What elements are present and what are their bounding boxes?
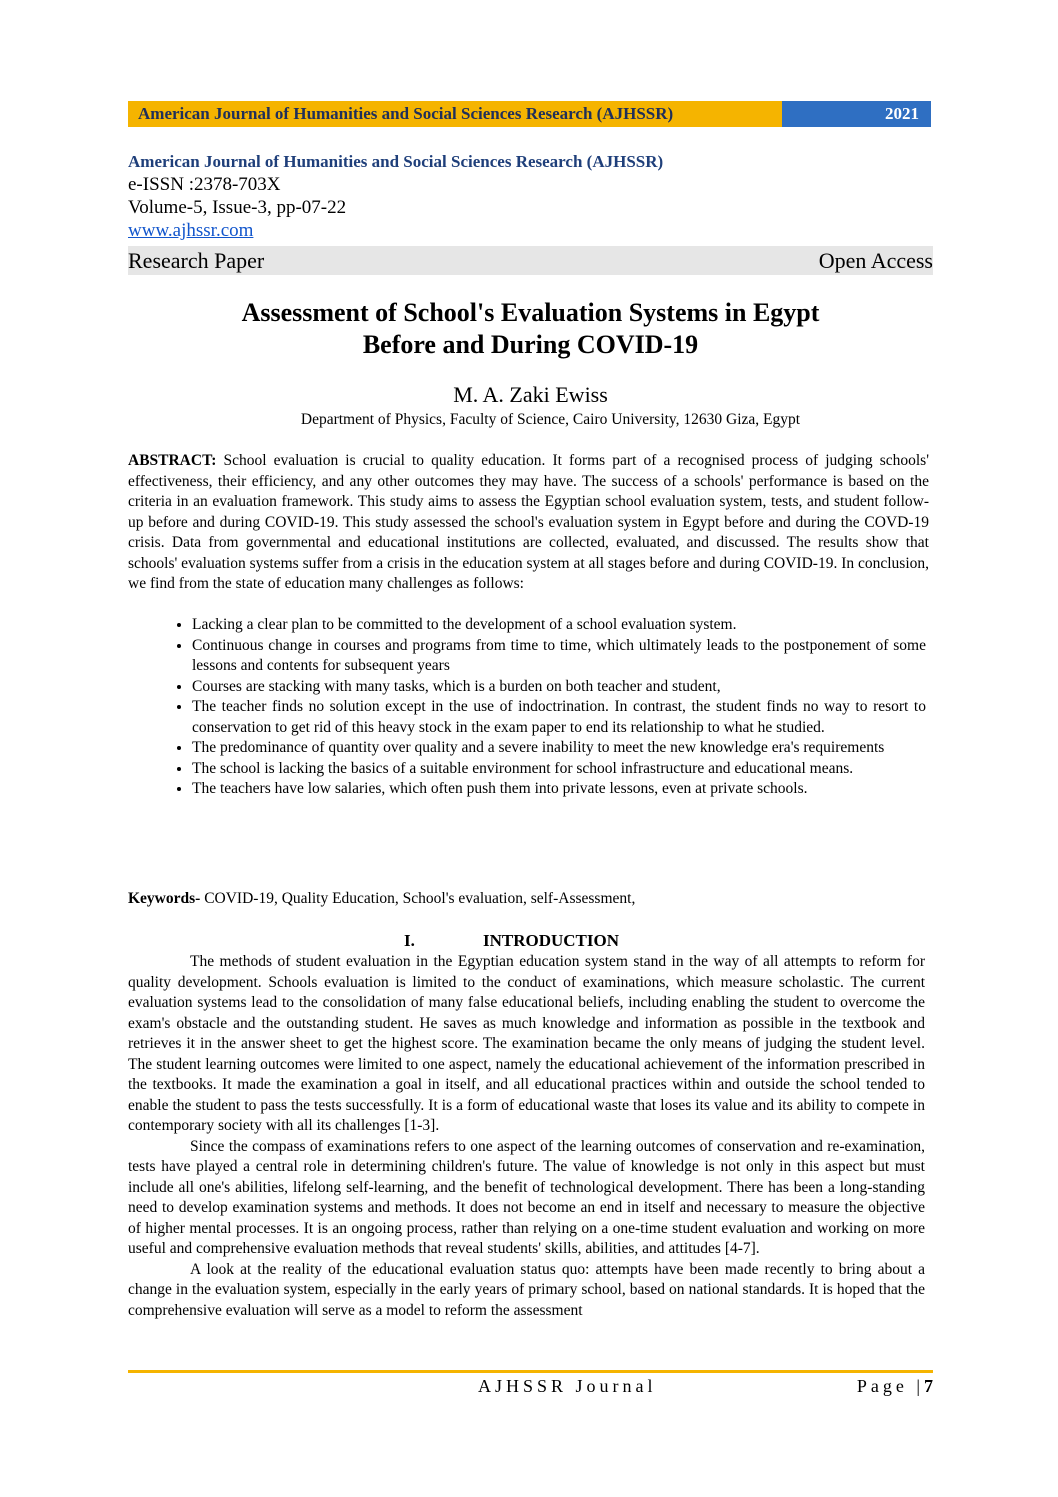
journal-info — [128, 151, 933, 242]
paragraph: The methods of student evaluation in the Egyptian education system stand in the way of all attempts to reform for quality development. Schools evaluation is limited to the conduct of examinations, which measure scholastic. The current evaluation systems lead to the consolidation of many false educational beliefs, including enabling the student to overcome the exam's obstacle and the outstanding student. He saves as much knowledge and information as possible in the textbook and retrieves it in the answer sheet to get the highest score. The examination became the only means of judging the student level. The student learning outcomes were limited to one aspect, namely the educational achievement of the information prescribed in the textbooks. It made the examination a goal in itself, and all educational practices within and outside the school tended to enable the student to pass the tests successfully. It is a form of educational waste that loses its value and its ability to compete in contemporary society with all its challenges [1-3]. — [128, 953, 925, 1134]
journal-website-link[interactable]: www.ajhssr.com — [128, 220, 254, 241]
list-item: • Lacking a clear plan to be committed to the development of a school evaluation system. — [192, 615, 926, 636]
keywords — [128, 889, 929, 909]
list-item: • Courses are stacking with many tasks, which is a burden on both teacher and student, — [192, 677, 926, 698]
list-item: • The school is lacking the basics of a suitable environment for school infrastructure and educational means. — [192, 759, 926, 780]
list-item: • Continuous change in courses and programs from time to time, which ultimately leads to the postponement of some lessons and contents for subsequent years — [192, 636, 926, 677]
author-name: M. A. Zaki Ewiss — [453, 382, 608, 407]
introduction-body — [128, 952, 925, 1321]
keywords-label: Keywords- — [128, 890, 201, 907]
list-item: • The teacher finds no solution except in the use of indoctrination. In contrast, the student finds no way to resort to conservation to get rid of this heavy stock in the exam paper to end its relationship to what he studied. — [192, 697, 926, 738]
section-title: INTRODUCTION — [483, 931, 620, 950]
running-header-journal: American Journal of Humanities and Social Sciences Research (AJHSSR) — [128, 101, 782, 127]
abstract-text: School evaluation is crucial to quality education. It forms part of a recognised process of judging schools' effectiveness, their efficiency, and any other outcomes they may have. The success of a schools' performance is based on the criteria in an evaluation framework. This study aims to assess the Egyptian school evaluation system, tests, and student follow-up before and during COVID-19. This study assessed the school's evaluation system in Egypt before and during the COVD-19 crisis. Data from governmental and educational institutions are collected, evaluated, and discussed. The results show that schools' evaluation systems suffer from a crisis in the education system at all stages before and during COVID-19. In conclusion, we find from the state of education many challenges as follows: — [128, 452, 930, 592]
paragraph: A look at the reality of the educational evaluation status quo: attempts have been made recently to bring about a change in the evaluation system, especially in the early years of primary school, based on national standards. It is hoped that the comprehensive evaluation will serve as a model to reform the assessment — [128, 1260, 925, 1319]
footer-journal: AJHSSR Journal — [478, 1376, 657, 1396]
footer-page-number: 7 — [924, 1376, 933, 1396]
abstract — [128, 451, 929, 595]
journal-volume: Volume-5, Issue-3, pp-07-22 — [128, 197, 347, 218]
journal-name: American Journal of Humanities and Social Sciences Research (AJHSSR) — [128, 152, 664, 171]
challenges-list — [128, 615, 926, 800]
list-item: • The teachers have low salaries, which often push them into private lessons, even at private schools. — [192, 779, 926, 800]
running-header — [128, 101, 931, 127]
paper-title-line-2: Before and During COVID-19 — [362, 330, 699, 359]
list-item: • The predominance of quantity over quality and a severe inability to meet the new knowledge era's requirements — [192, 738, 926, 759]
journal-eissn: e-ISSN :2378-703X — [128, 174, 281, 195]
keywords-text: COVID-19, Quality Education, School's evaluation, self-Assessment, — [200, 890, 636, 907]
author-affiliation: Department of Physics, Faculty of Science, Cairo University, 12630 Giza, Egypt — [300, 411, 801, 428]
paragraph: Since the compass of examinations refers to one aspect of the learning outcomes of conservation and re-examination, tests have played a central role in determining children's future. The value of knowledge is not only in this aspect but must include all one's abilities, lifelong self-learning, and the benefit of technological development. There has been a long-standing need to develop examination systems and methods. It does not become an end in itself and necessary to measure the objective of higher mental processes. It is an ongoing process, rather than relying on a one-time student evaluation and working on more useful and comprehensive evaluation methods that reveal students' skills, abilities, and attitudes [4-7]. — [128, 1137, 925, 1257]
running-header-year: 2021 — [782, 101, 931, 127]
paper-type-band — [128, 246, 933, 275]
footer-page — [857, 1375, 933, 1397]
section-number: I. — [404, 931, 415, 950]
abstract-label: ABSTRACT: — [128, 452, 217, 469]
footer-rule — [128, 1370, 933, 1373]
paper-type: Research Paper — [128, 248, 265, 273]
access-type: Open Access — [818, 248, 933, 273]
paper-title — [128, 297, 933, 361]
paper-title-line-1: Assessment of School's Evaluation Systems in Egypt — [241, 298, 820, 327]
footer-page-label: Page | — [856, 1376, 924, 1396]
